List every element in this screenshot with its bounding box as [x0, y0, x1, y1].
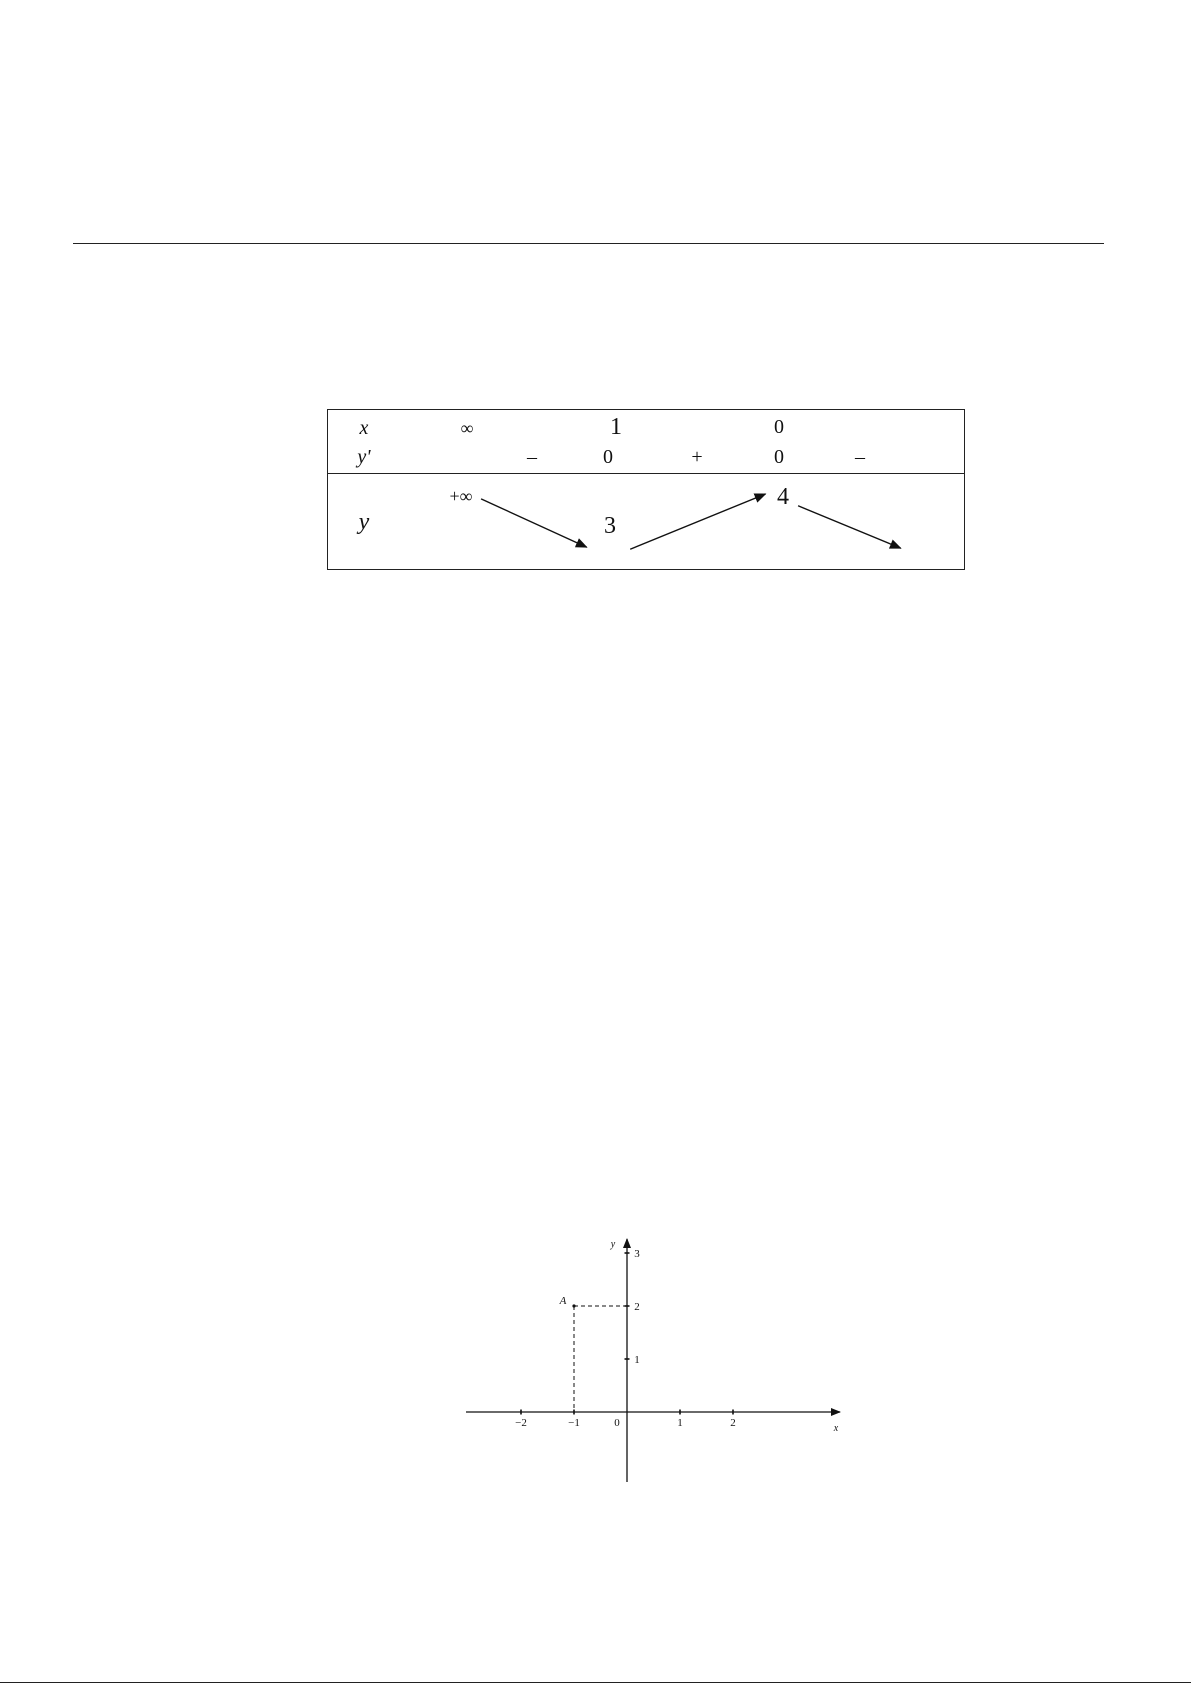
arrow-decreasing-2 — [798, 506, 901, 548]
arrow-decreasing-1 — [481, 499, 587, 547]
variation-arrows — [328, 410, 964, 569]
x-value-1: 1 — [610, 414, 622, 440]
y-value-plus-infinity: +∞ — [449, 486, 473, 506]
variation-table — [327, 409, 965, 570]
footer-rule — [0, 1682, 1191, 1683]
y-tick-label-1: 2 — [634, 1301, 640, 1313]
derivative-zero-2: 0 — [774, 446, 784, 468]
x-tick-label-2: 1 — [677, 1417, 683, 1429]
header-rule — [73, 243, 1104, 244]
point-a — [572, 1304, 575, 1307]
arrow-increasing — [630, 494, 765, 549]
x-value-0: 0 — [774, 416, 784, 438]
y-axis-label: y — [610, 1239, 616, 1250]
sign-minus-2: – — [855, 446, 865, 468]
point-a-label: A — [559, 1295, 567, 1307]
x-tick-label-3: 2 — [730, 1417, 736, 1429]
coordinate-plane — [450, 1235, 850, 1485]
y-tick-label-2: 3 — [634, 1248, 640, 1260]
x-axis-label: x — [833, 1423, 839, 1434]
y-value-min: 3 — [604, 513, 616, 539]
y-tick-label-0: 1 — [634, 1354, 640, 1366]
sign-plus: + — [691, 446, 703, 468]
coordinate-graph — [450, 1235, 850, 1485]
derivative-zero-1: 0 — [603, 446, 613, 468]
row-label-x: x — [359, 417, 369, 439]
row-label-y-prime: y' — [357, 446, 371, 468]
origin-label: 0 — [614, 1417, 620, 1429]
sign-minus-1: – — [527, 446, 537, 468]
row-label-y: y — [358, 509, 370, 535]
x-value-infinity: ∞ — [460, 418, 474, 438]
x-tick-label-1: −1 — [568, 1417, 580, 1429]
x-tick-label-0: −2 — [515, 1417, 527, 1429]
y-value-max: 4 — [777, 484, 789, 510]
